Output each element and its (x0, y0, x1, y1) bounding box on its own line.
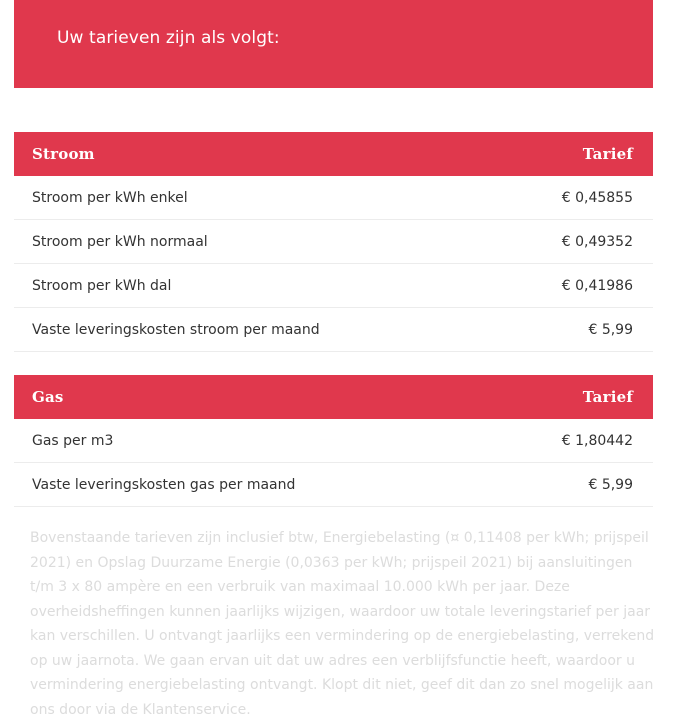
rates-table-gas (14, 375, 653, 507)
column-header-tariff: Tarief (582, 388, 633, 406)
column-header-category: Gas (32, 388, 64, 406)
table-row (14, 176, 653, 220)
row-value: € 0,45855 (561, 189, 633, 206)
row-label: Stroom per kWh enkel (32, 189, 188, 206)
table-header-stroom (14, 132, 653, 176)
rates-table-stroom (14, 132, 653, 352)
table-row (14, 264, 653, 308)
column-header-category: Stroom (32, 145, 95, 163)
row-label: Stroom per kWh normaal (32, 233, 208, 250)
row-value: € 0,49352 (561, 233, 633, 250)
column-header-tariff: Tarief (582, 145, 633, 163)
rates-banner-heading: Uw tarieven zijn als volgt: (57, 28, 280, 48)
row-value: € 5,99 (588, 476, 633, 493)
row-value: € 1,80442 (561, 432, 633, 449)
row-label: Gas per m3 (32, 432, 114, 449)
rates-banner (14, 0, 653, 88)
table-header-gas (14, 375, 653, 419)
row-label: Stroom per kWh dal (32, 277, 172, 294)
table-row (14, 419, 653, 463)
table-row (14, 308, 653, 352)
row-label: Vaste leveringskosten stroom per maand (32, 321, 320, 338)
rates-disclaimer-text: Bovenstaande tarieven zijn inclusief btw, Energiebelasting (¤ 0,11408 per kWh; prijspeil 2021) en Opslag Duurzame Energie (0,0363 per kWh; prijspeil 2021) bij aansluitingen t/m 3 x 80 ampère en een verbruik van maximaal 10.000 kWh per jaar. Deze overheidsheffingen kunnen jaarlijks wijzigen, waardoor uw totale leveringstarief per jaar kan verschillen. U ontvangt jaarlijks een vermindering op de energiebelasting, verrekend op uw jaarnota. We gaan ervan uit dat uw adres een verblijfsfunctie heeft, waardoor u vermindering energiebelasting ontvangt. Klopt dit niet, geef dit dan zo snel mogelijk aan ons door via de Klantenservice. (30, 530, 655, 718)
row-value: € 0,41986 (561, 277, 633, 294)
table-body-stroom (14, 176, 653, 352)
table-body-gas (14, 419, 653, 507)
row-label: Vaste leveringskosten gas per maand (32, 476, 296, 493)
table-row (14, 220, 653, 264)
row-value: € 5,99 (588, 321, 633, 338)
table-row (14, 463, 653, 507)
